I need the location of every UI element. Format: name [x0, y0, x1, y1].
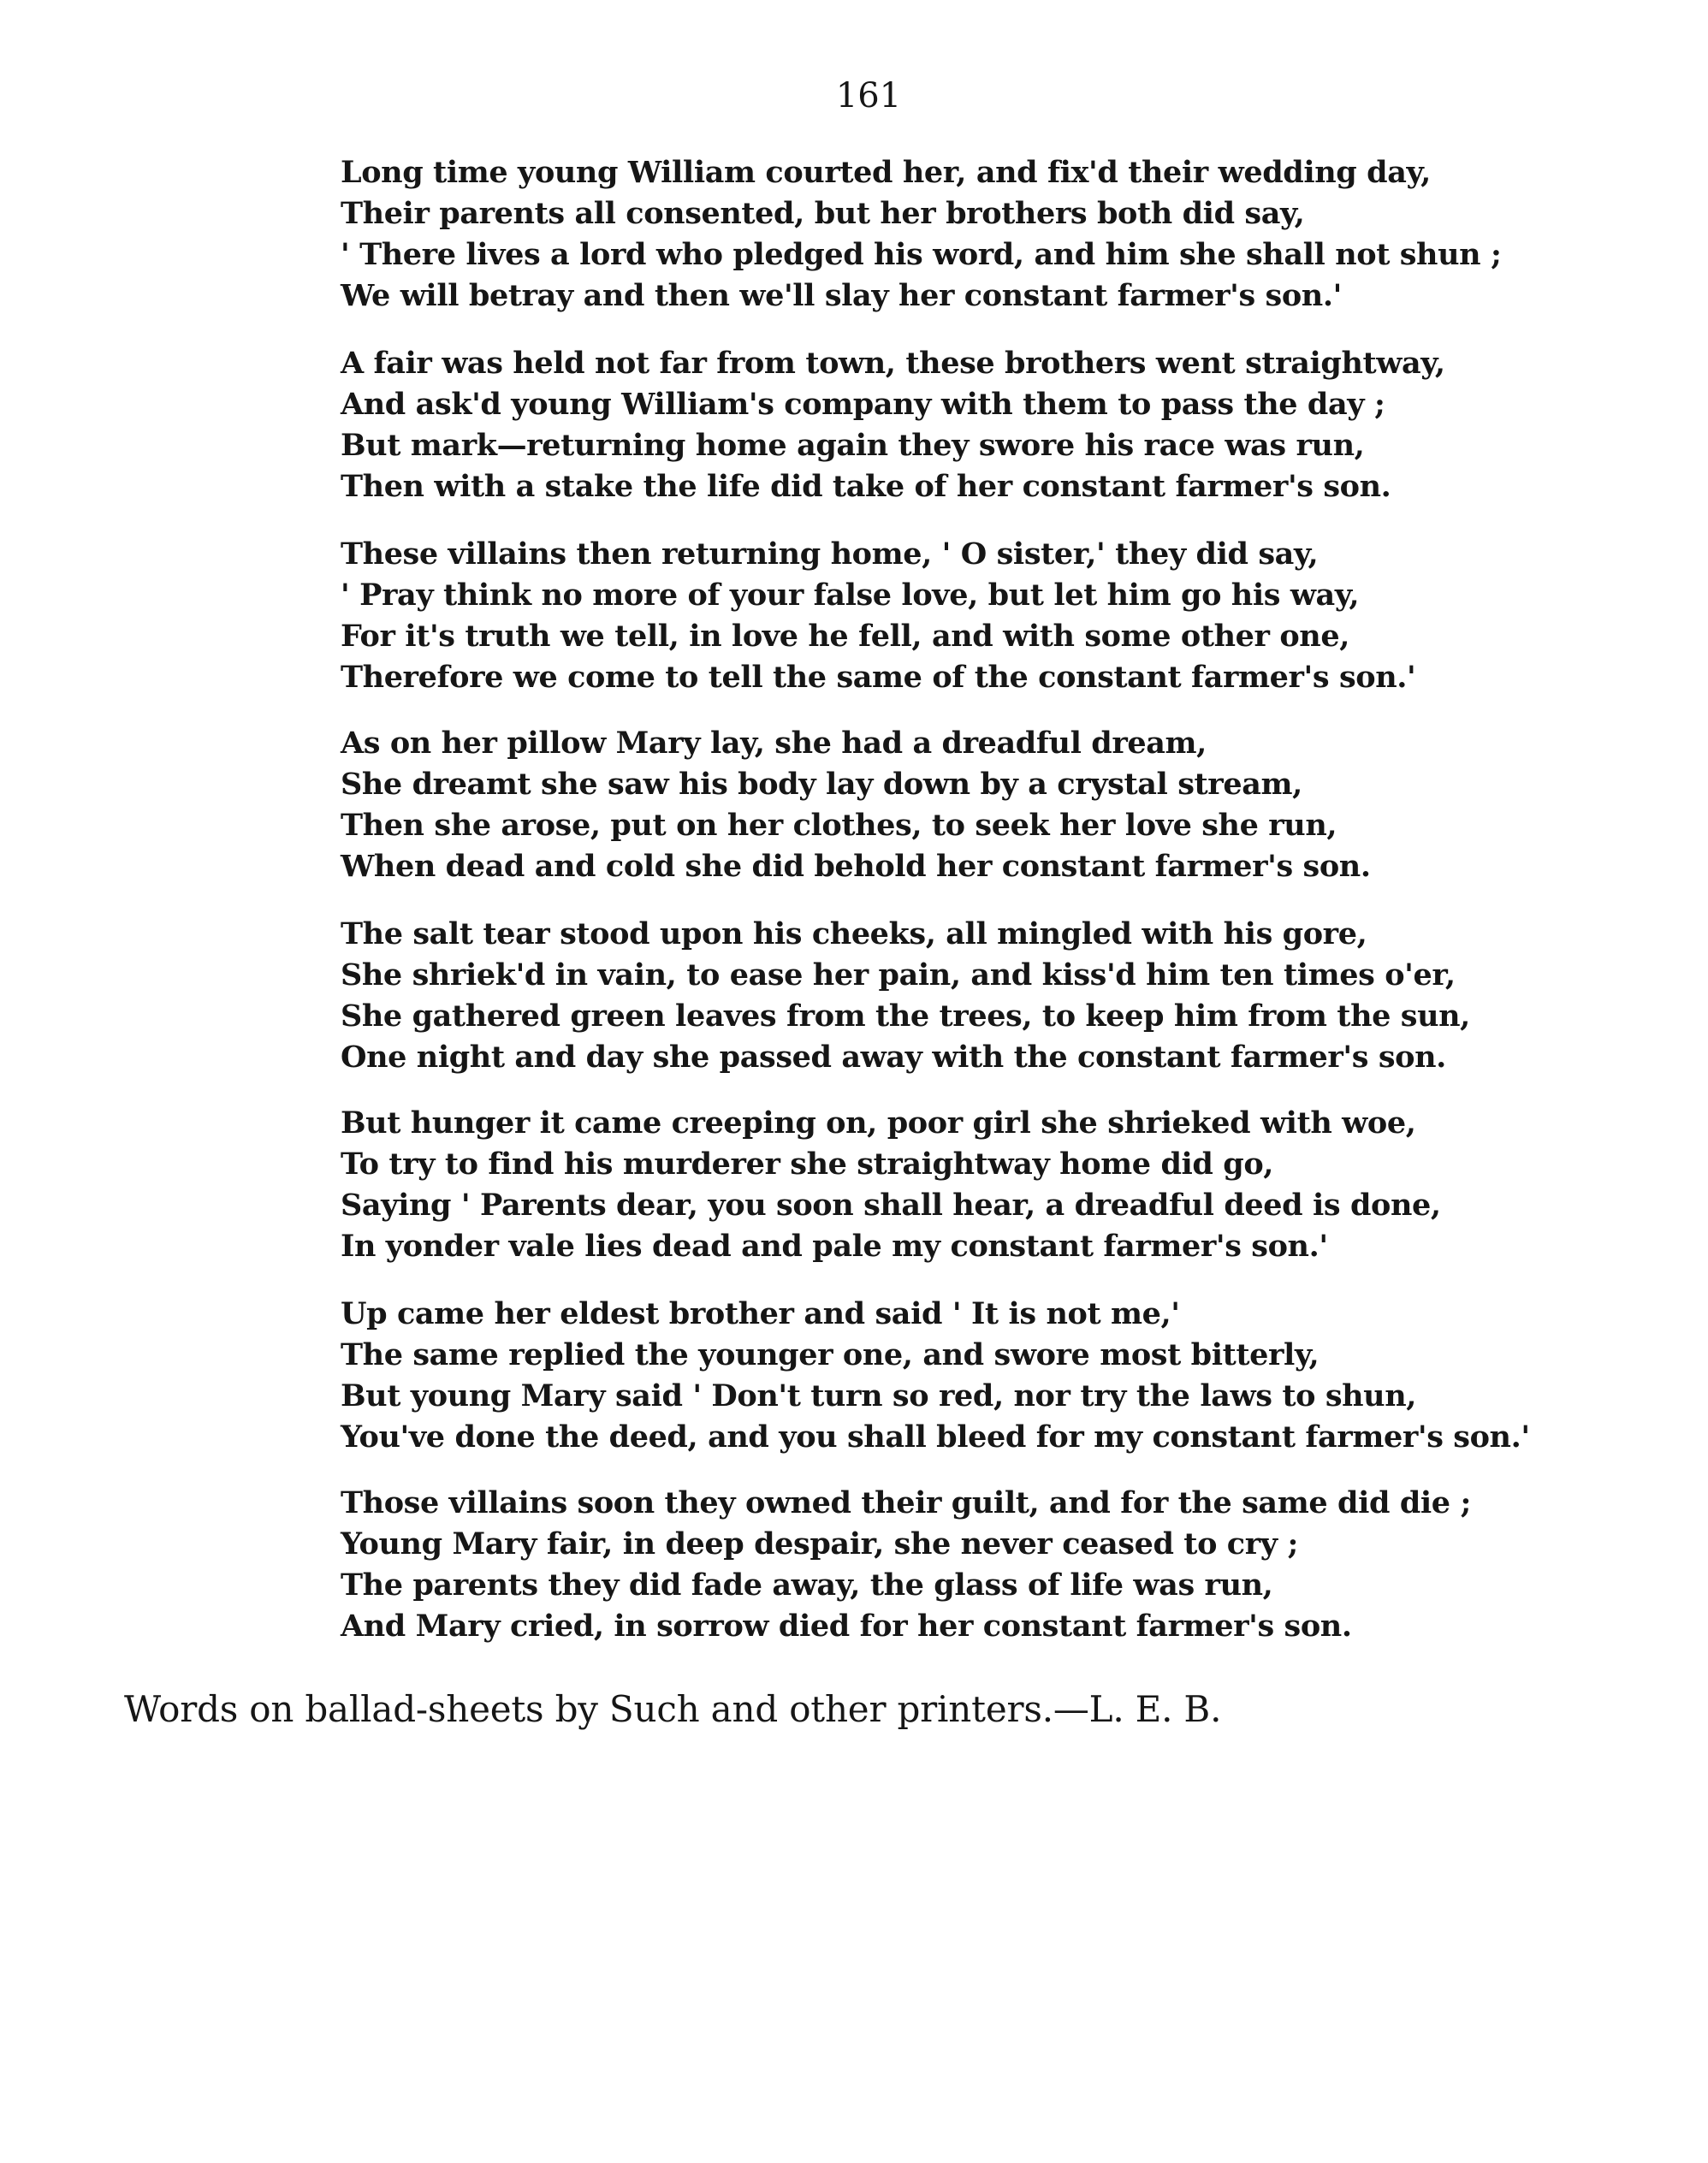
verse-line: And ask'd young William's company with them to pass the day ;: [341, 387, 1385, 422]
stanza-1: [341, 152, 1675, 317]
verse-line: The parents they did fade away, the glass of life was run,: [341, 1567, 1273, 1603]
page-number: 161: [835, 76, 902, 116]
stanza-3: [341, 534, 1675, 698]
verse-line: Saying ' Parents dear, you soon shall hear, a dreadful deed is done,: [341, 1188, 1441, 1223]
verse-line: Their parents all consented, but her brothers both did say,: [341, 196, 1305, 231]
stanza-2: [341, 343, 1675, 507]
verse-line: Therefore we come to tell the same of the constant farmer's son.': [341, 660, 1416, 695]
verse-line: Then she arose, put on her clothes, to seek her love she run,: [341, 808, 1337, 843]
verse-line: For it's truth we tell, in love he fell, and with some other one,: [341, 619, 1349, 654]
verse-line: As on her pillow Mary lay, she had a dreadful dream,: [341, 726, 1207, 761]
verse-line: You've done the deed, and you shall bleed for my constant farmer's son.': [341, 1419, 1530, 1455]
verse-line: ' Pray think no more of your false love, but let him go his way,: [341, 578, 1360, 613]
stanza-6: [341, 1103, 1675, 1267]
stanza-4: [341, 723, 1675, 887]
verse-line: She shriek'd in vain, to ease her pain, and kiss'd him ten times o'er,: [341, 957, 1456, 993]
verse-line: ' There lives a lord who pledged his word, and him she shall not shun ;: [341, 237, 1502, 272]
ballad-text: [341, 152, 1675, 1647]
verse-line: We will betray and then we'll slay her constant farmer's son.': [341, 278, 1342, 313]
verse-line: When dead and cold she did behold her constant farmer's son.: [341, 849, 1371, 884]
verse-line: To try to find his murderer she straightway home did go,: [341, 1147, 1274, 1182]
verse-line: Then with a stake the life did take of her constant farmer's son.: [341, 469, 1391, 504]
verse-line: She dreamt she saw his body lay down by a crystal stream,: [341, 767, 1302, 802]
stanza-5: [341, 914, 1675, 1078]
verse-line: A fair was held not far from town, these brothers went straightway,: [341, 346, 1445, 381]
verse-line: But hunger it came creeping on, poor girl she shrieked with woe,: [341, 1105, 1416, 1141]
verse-line: The same replied the younger one, and swore most bitterly,: [341, 1337, 1320, 1372]
verse-line: She gathered green leaves from the trees, to keep him from the sun,: [341, 999, 1470, 1034]
verse-line: These villains then returning home, ' O sister,' they did say,: [341, 536, 1319, 572]
verse-line: One night and day she passed away with the constant farmer's son.: [341, 1040, 1446, 1075]
verse-line: Young Mary fair, in deep despair, she never ceased to cry ;: [341, 1526, 1298, 1562]
verse-line: Long time young William courted her, and fix'd their wedding day,: [341, 155, 1431, 190]
verse-line: But young Mary said ' Don't turn so red, nor try the laws to shun,: [341, 1378, 1417, 1413]
verse-line: The salt tear stood upon his cheeks, all mingled with his gore,: [341, 916, 1367, 951]
verse-line: Up came her eldest brother and said ' It is not me,': [341, 1296, 1180, 1331]
verse-line: And Mary cried, in sorrow died for her constant farmer's son.: [341, 1609, 1352, 1644]
verse-line: In yonder vale lies dead and pale my constant farmer's son.': [341, 1229, 1328, 1264]
stanza-7: [341, 1294, 1675, 1458]
verse-line: But mark—returning home again they swore his race was run,: [341, 428, 1365, 463]
source-note: Words on ballad-sheets by Such and other printers.—L. E. B.: [124, 1688, 1222, 1730]
verse-line: Those villains soon they owned their guilt, and for the same did die ;: [341, 1485, 1471, 1520]
stanza-8: [341, 1483, 1675, 1647]
